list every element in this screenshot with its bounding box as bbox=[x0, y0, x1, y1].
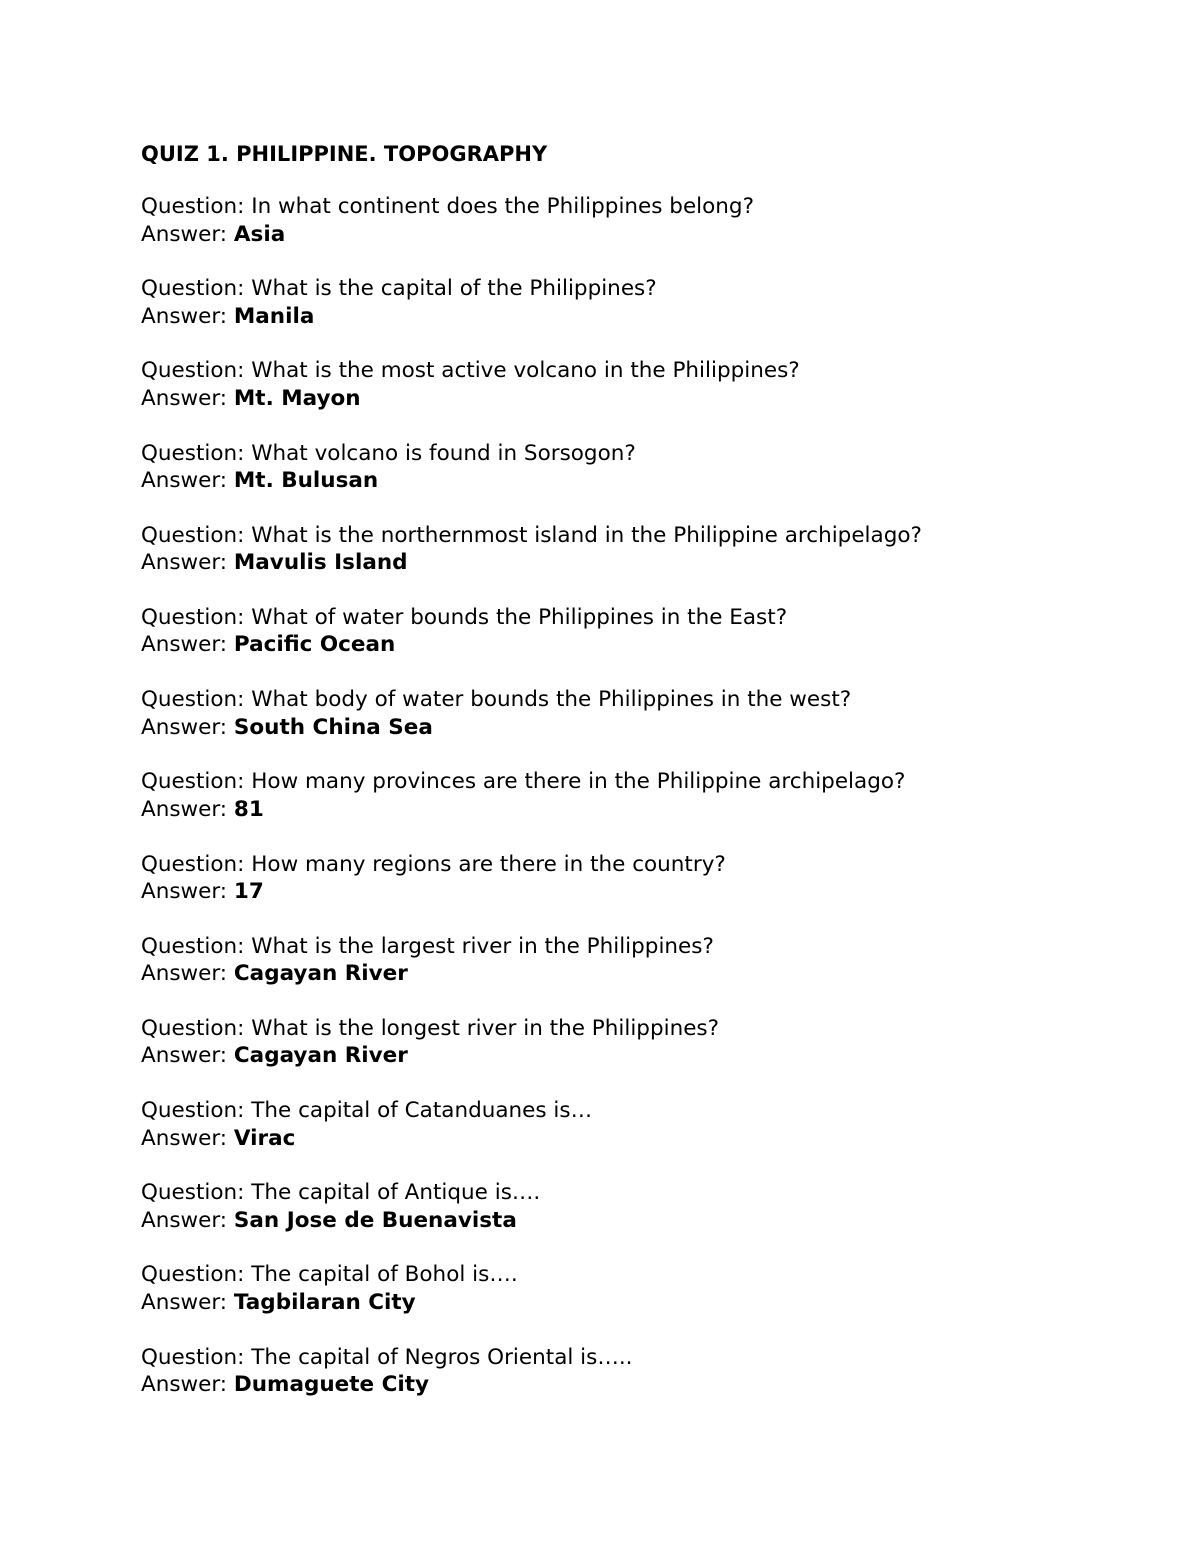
answer-label: Answer: bbox=[141, 221, 228, 247]
qa-item bbox=[141, 357, 1141, 412]
question-text: How many regions are there in the country? bbox=[251, 851, 726, 877]
answer-text: Mavulis Island bbox=[233, 550, 408, 576]
question-line bbox=[141, 1179, 1141, 1207]
question-label: Question: bbox=[141, 1180, 245, 1206]
answer-text: Manila bbox=[233, 303, 315, 329]
qa-item bbox=[141, 933, 1141, 988]
answer-line bbox=[141, 1289, 1141, 1317]
question-label: Question: bbox=[141, 933, 245, 959]
question-label: Question: bbox=[141, 851, 245, 877]
question-line bbox=[141, 1344, 1141, 1372]
answer-label: Answer: bbox=[141, 1289, 228, 1315]
answer-line bbox=[141, 1125, 1141, 1153]
question-label: Question: bbox=[141, 440, 245, 466]
answer-line bbox=[141, 1371, 1141, 1399]
question-text: In what continent does the Philippines belong? bbox=[251, 194, 754, 219]
answer-line bbox=[141, 1207, 1141, 1235]
answer-label: Answer: bbox=[141, 1372, 228, 1398]
question-label: Question: bbox=[141, 276, 245, 302]
question-text: What volcano is found in Sorsogon? bbox=[251, 440, 636, 466]
question-text: The capital of Bohol is…. bbox=[251, 1262, 518, 1288]
question-label: Question: bbox=[141, 769, 245, 795]
document-page bbox=[141, 140, 1141, 1426]
question-text: What is the longest river in the Philippines? bbox=[251, 1015, 720, 1041]
qa-item bbox=[141, 440, 1141, 495]
answer-text: Cagayan River bbox=[233, 1043, 408, 1069]
question-line bbox=[141, 851, 1141, 879]
question-label: Question: bbox=[141, 1098, 245, 1124]
question-line bbox=[141, 275, 1141, 303]
answer-line bbox=[141, 221, 1141, 249]
question-text: How many provinces are there in the Philippine archipelago? bbox=[251, 769, 906, 795]
qa-item bbox=[141, 193, 1141, 248]
answer-line bbox=[141, 878, 1141, 906]
answer-label: Answer: bbox=[141, 796, 228, 822]
question-label: Question: bbox=[141, 522, 245, 548]
answer-text: South China Sea bbox=[233, 714, 433, 740]
answer-text: Pacific Ocean bbox=[233, 632, 396, 658]
qa-item bbox=[141, 1015, 1141, 1070]
question-text: The capital of Negros Oriental is….. bbox=[251, 1344, 633, 1370]
answer-line bbox=[141, 796, 1141, 824]
quiz-title: QUIZ 1. PHILIPPINE. TOPOGRAPHY bbox=[141, 142, 548, 166]
answer-text: 17 bbox=[233, 879, 264, 904]
answer-label: Answer: bbox=[141, 550, 228, 576]
question-label: Question: bbox=[141, 1015, 245, 1041]
answer-line bbox=[141, 960, 1141, 988]
question-line bbox=[141, 604, 1141, 632]
question-text: What is the northernmost island in the Philippine archipelago? bbox=[251, 522, 922, 548]
question-line bbox=[141, 1261, 1141, 1289]
qa-item bbox=[141, 1179, 1141, 1234]
qa-list bbox=[141, 193, 1141, 1399]
answer-text: Dumaguete City bbox=[233, 1372, 430, 1398]
question-label: Question: bbox=[141, 604, 245, 630]
answer-text: Asia bbox=[233, 221, 286, 247]
question-text: What of water bounds the Philippines in the East? bbox=[251, 604, 788, 630]
answer-label: Answer: bbox=[141, 1207, 228, 1233]
question-line bbox=[141, 686, 1141, 714]
question-label: Question: bbox=[141, 358, 245, 384]
question-label: Question: bbox=[141, 1344, 245, 1370]
answer-label: Answer: bbox=[141, 632, 228, 658]
question-line bbox=[141, 1015, 1141, 1043]
question-label: Question: bbox=[141, 194, 245, 219]
qa-item bbox=[141, 1261, 1141, 1316]
question-text: What is the capital of the Philippines? bbox=[251, 276, 657, 302]
question-line bbox=[141, 522, 1141, 550]
answer-label: Answer: bbox=[141, 303, 228, 329]
question-line bbox=[141, 933, 1141, 961]
qa-item bbox=[141, 686, 1141, 741]
answer-label: Answer: bbox=[141, 714, 228, 740]
question-line bbox=[141, 768, 1141, 796]
question-text: What body of water bounds the Philippines in the west? bbox=[251, 687, 852, 713]
question-text: What is the most active volcano in the Philippines? bbox=[251, 358, 800, 384]
question-line bbox=[141, 1097, 1141, 1125]
answer-label: Answer: bbox=[141, 879, 228, 904]
answer-label: Answer: bbox=[141, 385, 228, 411]
answer-text: Mt. Bulusan bbox=[233, 468, 379, 494]
qa-item bbox=[141, 604, 1141, 659]
qa-item bbox=[141, 851, 1141, 906]
answer-line bbox=[141, 467, 1141, 495]
answer-line bbox=[141, 631, 1141, 659]
answer-label: Answer: bbox=[141, 961, 228, 987]
question-label: Question: bbox=[141, 687, 245, 713]
question-text: The capital of Catanduanes is… bbox=[251, 1098, 593, 1124]
qa-item bbox=[141, 1097, 1141, 1152]
question-text: The capital of Antique is…. bbox=[251, 1180, 541, 1206]
qa-item bbox=[141, 768, 1141, 823]
answer-label: Answer: bbox=[141, 468, 228, 494]
answer-text: San Jose de Buenavista bbox=[233, 1207, 517, 1233]
answer-line bbox=[141, 714, 1141, 742]
qa-item bbox=[141, 1344, 1141, 1399]
answer-label: Answer: bbox=[141, 1043, 228, 1069]
answer-text: Mt. Mayon bbox=[233, 385, 361, 411]
answer-line bbox=[141, 385, 1141, 413]
answer-text: 81 bbox=[233, 796, 264, 822]
question-line bbox=[141, 193, 1141, 221]
answer-label: Answer: bbox=[141, 1125, 228, 1151]
question-line bbox=[141, 357, 1141, 385]
answer-line bbox=[141, 549, 1141, 577]
qa-item bbox=[141, 275, 1141, 330]
answer-text: Tagbilaran City bbox=[233, 1289, 416, 1315]
question-label: Question: bbox=[141, 1262, 245, 1288]
answer-line bbox=[141, 1042, 1141, 1070]
answer-text: Virac bbox=[233, 1125, 296, 1151]
answer-text: Cagayan River bbox=[233, 961, 408, 987]
question-line bbox=[141, 440, 1141, 468]
qa-item bbox=[141, 522, 1141, 577]
question-text: What is the largest river in the Philippines? bbox=[251, 933, 714, 959]
answer-line bbox=[141, 303, 1141, 331]
